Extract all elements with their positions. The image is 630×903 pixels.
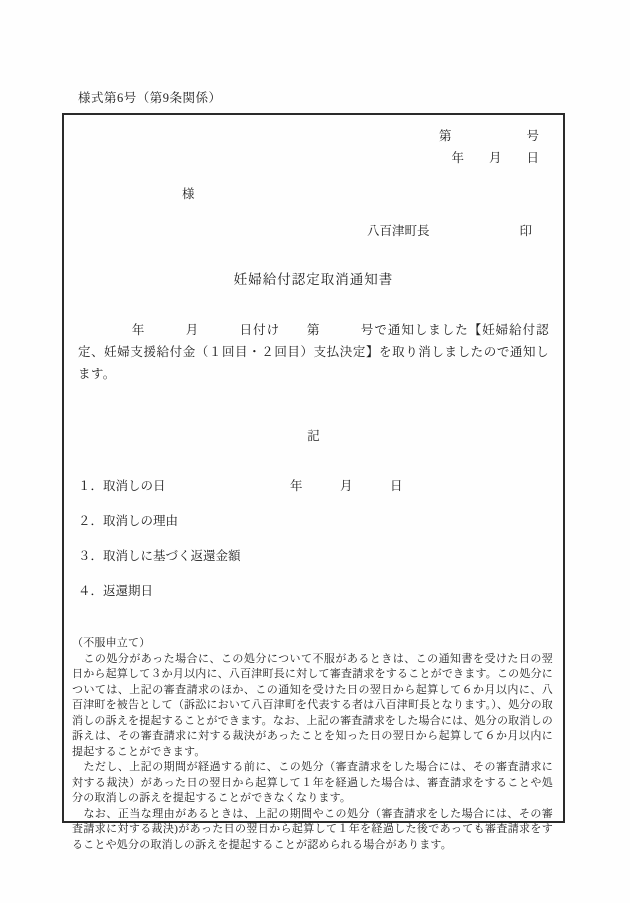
item-cancellation-date [78,475,549,497]
recipient-line [78,185,549,203]
doc-date-line: 年 月 日 [451,151,539,165]
item-label: １．取消しの日 [78,479,166,493]
item-cancellation-reason [78,510,549,532]
body-paragraph: 年 月 日付け 第 号で通知しました【妊婦給付認定、妊婦支援給付金（１回目・２回目）支払決定】を取り消しましたので通知します。 [78,323,549,381]
appeal-paragraph: ただし、上記の期間が経過する前に、この処分（審査請求をした場合には、その審査請求に対する裁決）があった日の翌日から起算して１年を経過した場合は、審査請求をすることや処分の取消しの訴えを提起することができなくなります。 [72,761,553,804]
item-refund-amount [78,545,549,567]
document-header [78,125,549,169]
form-number-label: 様式第6号（第9条関係） [78,91,222,105]
sender-name: 八百津町長 [367,224,430,238]
appeal-heading: （不服申立て） [72,637,151,649]
sender-line [78,222,549,240]
seal-mark: 印 [519,224,533,238]
document-title: 妊婦給付認定取消通知書 [233,272,394,287]
item-label: ４．返還期日 [78,584,154,598]
doc-number-line: 第 号 [438,129,539,143]
appeal-section [72,636,553,853]
record-marker: 記 [307,429,320,443]
document-border-box [62,113,565,851]
appeal-paragraph: なお、正当な理由があるときは、上記の期間やこの処分（審査請求をした場合には、その審査請求に対する裁決)があった日の翌日から起算して１年を経過した後であっても審査請求をすることや処分の取消しの訴えを提起することが認められる場合があります。 [72,807,553,851]
cancellation-items [78,475,549,602]
recipient-honorific: 様 [182,187,195,201]
item-refund-due-date [78,580,549,602]
item-label: ２．取消しの理由 [78,514,179,528]
appeal-paragraph: この処分があった場合に、この処分について不服があるときは、この通知書を受けた日の翌日から起算して３か月以内に、八百津町長に対して審査請求をすることができます。この処分については、上記の審査請求のほか、この通知を受けた日の翌日から起算して６か月以内に、八百津町を被告として（訴訟において八百津町を代表する者は八百津町長となります。）、処分の取消しの訴えを提起することができます。なお、上記の審査請求をした場合には、処分の取消しの訴えは、その審査請求に対する裁決があったことを知った日の翌日から起算して６か月以内に提起することができます。 [72,652,553,758]
item-value: 年 月 日 [290,479,403,493]
item-label: ３．取消しに基づく返還金額 [78,549,241,563]
